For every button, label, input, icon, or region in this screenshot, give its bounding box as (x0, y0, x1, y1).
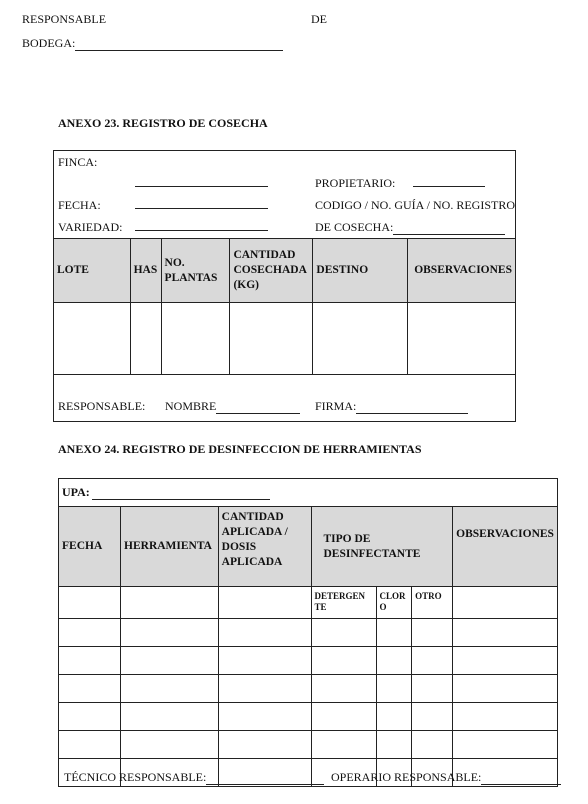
desinfeccion-table (58, 478, 558, 787)
cell[interactable] (412, 731, 453, 759)
cell[interactable] (311, 619, 376, 647)
operario-blank[interactable] (481, 773, 561, 785)
sub-detergente: DETERGEN TE (311, 587, 376, 619)
cell-has[interactable] (130, 303, 161, 375)
cell[interactable] (453, 647, 558, 675)
firma-text: FIRMA: (315, 399, 357, 413)
cell-cantidad[interactable] (230, 303, 313, 375)
table-row (59, 647, 558, 675)
cell[interactable] (453, 703, 558, 731)
upa-blank[interactable] (92, 488, 270, 500)
nombre-label (165, 399, 300, 414)
tecnico-text: TÉCNICO RESPONSABLE: (64, 770, 207, 784)
cell[interactable] (121, 675, 219, 703)
cell[interactable] (218, 647, 311, 675)
col-no-plantas: NO. PLANTAS (161, 239, 230, 303)
table-row (59, 731, 558, 759)
bodega-text: BODEGA: (22, 36, 76, 50)
firma-label (315, 399, 468, 414)
table-row (59, 619, 558, 647)
cell-observaciones[interactable] (407, 303, 515, 375)
table-row (59, 675, 558, 703)
desinfeccion-header-row (59, 507, 558, 587)
responsable-footer-label: RESPONSABLE: (58, 399, 146, 413)
cell[interactable] (311, 647, 376, 675)
cell[interactable] (376, 647, 412, 675)
cell-cantidad[interactable] (218, 587, 311, 619)
cell[interactable] (412, 647, 453, 675)
bodega-label (22, 36, 283, 51)
cell[interactable] (121, 731, 219, 759)
cell[interactable] (218, 731, 311, 759)
upa-row (59, 479, 558, 507)
fecha-label: FECHA: (58, 198, 101, 212)
propietario-label (315, 176, 395, 191)
cell[interactable] (218, 675, 311, 703)
cell-observaciones[interactable] (453, 587, 558, 619)
nombre-text: NOMBRE (165, 399, 217, 413)
finca-label: FINCA: (58, 155, 98, 169)
upa-label: UPA: (62, 485, 90, 499)
cell[interactable] (376, 731, 412, 759)
cell[interactable] (376, 703, 412, 731)
codigo-label: CODIGO / NO. GUÍA / NO. REGISTRO (315, 198, 515, 212)
cell[interactable] (453, 619, 558, 647)
cell[interactable] (218, 619, 311, 647)
upa-cell (59, 479, 558, 507)
sub-otro: OTRO (412, 587, 453, 619)
table-row (59, 703, 558, 731)
responsable-label: RESPONSABLE (22, 12, 107, 26)
cell[interactable] (311, 731, 376, 759)
col-cantidad-cosechada: CANTIDAD COSECHADA (KG) (230, 239, 313, 303)
cell[interactable] (453, 731, 558, 759)
cell-fecha[interactable] (59, 587, 121, 619)
cosecha-table (53, 238, 516, 375)
de-cosecha-blank[interactable] (393, 223, 505, 235)
table-row (54, 303, 516, 375)
cell[interactable] (412, 703, 453, 731)
cell[interactable] (412, 675, 453, 703)
bodega-blank[interactable] (75, 39, 283, 51)
sub-cloro: CLOR O (376, 587, 412, 619)
tecnico-blank[interactable] (206, 773, 324, 785)
col-fecha: FECHA (59, 507, 121, 587)
col-destino: DESTINO (313, 239, 408, 303)
cell[interactable] (311, 675, 376, 703)
col-cantidad-aplicada: CANTIDAD APLICADA / DOSIS APLICADA (218, 507, 311, 587)
operario-text: OPERARIO RESPONSABLE: (331, 770, 482, 784)
cell-herramienta[interactable] (121, 587, 219, 619)
col-herramienta: HERRAMIENTA (121, 507, 219, 587)
cell[interactable] (121, 619, 219, 647)
cell[interactable] (59, 619, 121, 647)
cell[interactable] (59, 703, 121, 731)
subheader-row (59, 587, 558, 619)
cell-no-plantas[interactable] (161, 303, 230, 375)
propietario-text: PROPIETARIO: (315, 176, 396, 190)
tecnico-label (64, 770, 324, 785)
col-observaciones: OBSERVACIONES (407, 239, 515, 303)
anexo23-title: ANEXO 23. REGISTRO DE COSECHA (58, 116, 268, 130)
cell[interactable] (453, 675, 558, 703)
nombre-blank[interactable] (216, 402, 300, 414)
firma-blank[interactable] (356, 402, 468, 414)
cell[interactable] (311, 703, 376, 731)
operario-label (331, 770, 561, 785)
cell[interactable] (412, 619, 453, 647)
cell[interactable] (59, 731, 121, 759)
variedad-label: VARIEDAD: (58, 220, 123, 234)
col-has: HAS (130, 239, 161, 303)
cell-destino[interactable] (313, 303, 408, 375)
variedad-line[interactable] (135, 230, 268, 231)
cell[interactable] (376, 619, 412, 647)
de-cosecha-text: DE COSECHA: (315, 220, 394, 234)
fecha-line[interactable] (135, 208, 268, 209)
col-observaciones-24: OBSERVACIONES (453, 507, 558, 587)
col-tipo-desinfectante: TIPO DE DESINFECTANTE (311, 507, 453, 587)
cell[interactable] (59, 675, 121, 703)
cell[interactable] (121, 647, 219, 675)
cell[interactable] (376, 675, 412, 703)
cell-lote[interactable] (54, 303, 131, 375)
finca-line[interactable] (135, 186, 268, 187)
cell[interactable] (218, 703, 311, 731)
cosecha-header-row (54, 239, 516, 303)
cell[interactable] (121, 703, 219, 731)
cell[interactable] (59, 647, 121, 675)
anexo24-title: ANEXO 24. REGISTRO DE DESINFECCION DE HERRAMIENTAS (58, 442, 422, 456)
de-cosecha-label (315, 220, 505, 235)
propietario-line[interactable] (413, 186, 485, 187)
de-label: DE (311, 12, 327, 26)
col-lote: LOTE (54, 239, 131, 303)
